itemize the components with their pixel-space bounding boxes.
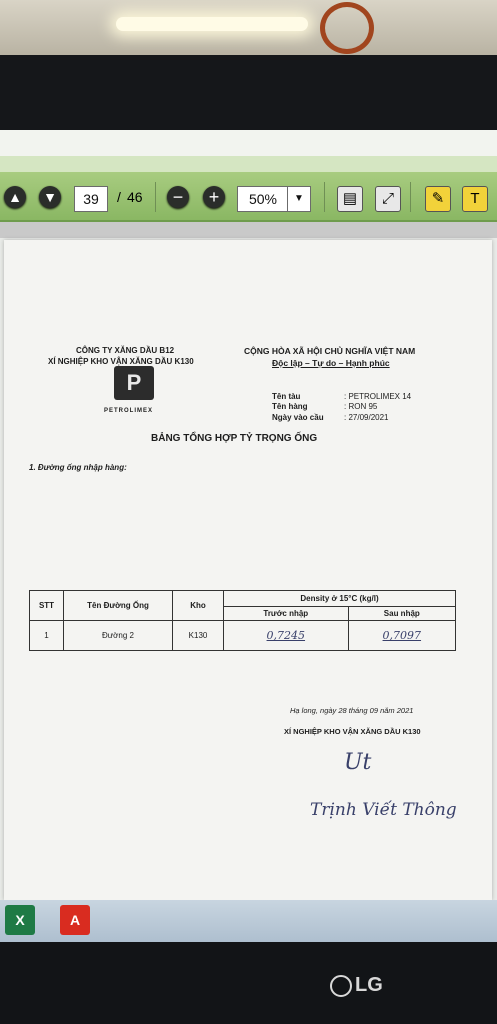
menu-band: [0, 156, 497, 172]
taskbar: [0, 900, 497, 942]
cell-warehouse: K130: [173, 621, 224, 651]
cell-pipeline-name: Đường 2: [64, 621, 173, 651]
page-separator: /: [117, 189, 121, 205]
document-title: BẢNG TỔNG HỢP TỶ TRỌNG ỐNG: [151, 433, 318, 444]
info-value-product: : RON 95: [344, 402, 378, 411]
ceiling-background: [0, 0, 497, 55]
monitor-screen: [0, 130, 497, 942]
text-edit-icon[interactable]: T: [462, 186, 488, 212]
pdf-toolbar: [0, 172, 497, 222]
header-after-import: Sau nhập: [348, 607, 455, 621]
ceiling-fan: [320, 2, 374, 54]
fit-width-icon[interactable]: ⤢: [375, 186, 401, 212]
zoom-in-icon[interactable]: +: [203, 186, 225, 208]
header-before-import: Trước nhập: [224, 607, 349, 621]
lg-circle-icon: [330, 975, 352, 997]
signature: Ut: [344, 750, 372, 775]
previous-page-icon[interactable]: ▲: [4, 186, 26, 208]
monitor-brand-text: LG: [355, 974, 383, 996]
next-page-icon[interactable]: ▼: [39, 186, 61, 208]
toolbar-separator: [410, 182, 411, 212]
republic-motto: Độc lập – Tự do – Hạnh phúc: [272, 358, 390, 368]
info-label-date: Ngày vào cầu: [272, 413, 324, 422]
total-pages: 46: [127, 189, 143, 205]
cell-stt: 1: [30, 621, 64, 651]
toolbar-separator: [155, 182, 156, 212]
ceiling-lamp: [116, 17, 308, 31]
zoom-dropdown-icon[interactable]: ▼: [287, 186, 311, 212]
comment-icon[interactable]: ✎: [425, 186, 451, 212]
document-area-band: [0, 222, 497, 238]
date-line: Hạ long, ngày 28 tháng 09 năm 2021: [290, 706, 414, 715]
logo-text: PETROLIMEX: [104, 408, 154, 414]
pdf-reader-icon[interactable]: A: [60, 905, 90, 935]
table-row: [30, 621, 456, 651]
excel-icon[interactable]: X: [5, 905, 35, 935]
window-top-band: [0, 130, 497, 156]
header-density: Density ở 15°C (kg/l): [224, 591, 456, 607]
pdf-page: [4, 240, 492, 900]
info-label-product: Tên hàng: [272, 402, 308, 411]
header-pipeline-name: Tên Đường Ống: [64, 591, 173, 621]
page-number-input[interactable]: 39: [74, 186, 108, 212]
header-stt: STT: [30, 591, 64, 621]
toolbar-separator: [324, 182, 325, 212]
cell-density-before: 0,7245: [224, 621, 349, 651]
company-name: CÔNG TY XĂNG DẦU B12: [76, 346, 175, 355]
zoom-out-icon[interactable]: −: [167, 186, 189, 208]
density-table: [29, 590, 456, 651]
header-warehouse: Kho: [173, 591, 224, 621]
info-label-ship: Tên tàu: [272, 392, 301, 401]
republic-title: CỘNG HÒA XÃ HỘI CHỦ NGHĨA VIỆT NAM: [244, 346, 416, 356]
info-value-date: : 27/09/2021: [344, 413, 389, 422]
petrolimex-logo: P: [114, 366, 154, 400]
monitor-brand-logo: [330, 974, 383, 997]
company-unit: XÍ NGHIỆP KHO VẬN XĂNG DẦU K130: [48, 357, 194, 366]
zoom-select[interactable]: 50%: [237, 186, 289, 212]
signer-organization: XÍ NGHIỆP KHO VẬN XĂNG DẦU K130: [284, 727, 421, 736]
signer-name: Trịnh Viết Thông: [310, 800, 457, 820]
monitor-bezel-top: [0, 55, 497, 130]
fit-page-icon[interactable]: ▤: [337, 186, 363, 212]
section-heading: 1. Đường ống nhập hàng:: [29, 463, 127, 472]
cell-density-after: 0,7097: [348, 621, 455, 651]
info-value-ship: : PETROLIMEX 14: [344, 392, 412, 401]
monitor-bezel-bottom: [0, 942, 497, 1024]
